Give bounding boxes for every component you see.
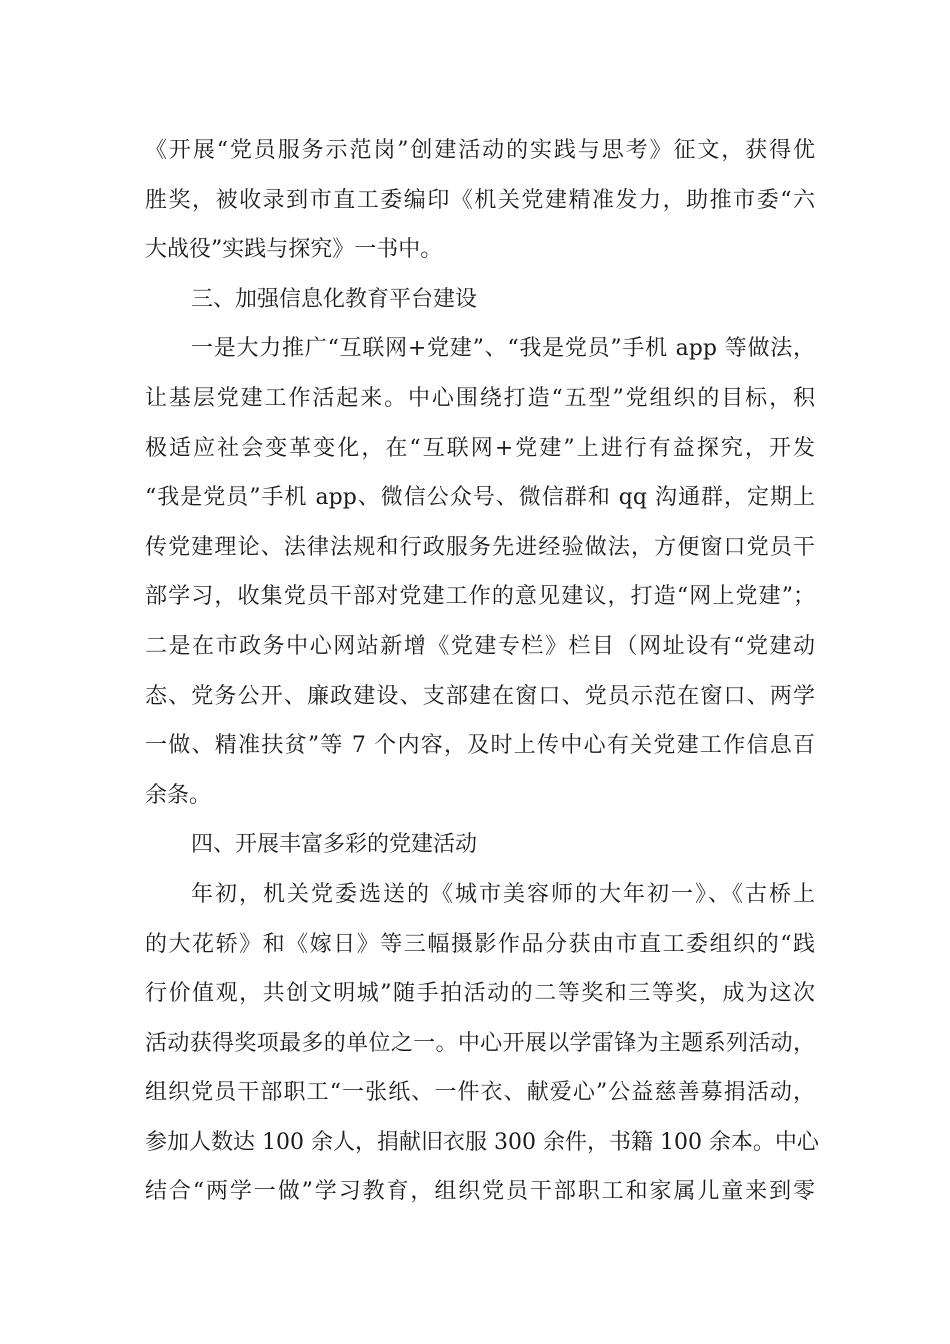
section-heading: 三、加强信息化教育平台建设 [191, 286, 478, 312]
paragraph-line: “我是党员”手机 app、微信公众号、微信群和 qq 沟通群，定期上 [145, 485, 815, 511]
section-heading: 四、开展丰富多彩的党建活动 [191, 832, 478, 858]
paragraph-line: 态、党务公开、廉政建设、支部建在窗口、党员示范在窗口、两学 [145, 683, 815, 709]
paragraph-line: 年初，机关党委选送的《城市美容师的大年初一》、《古桥上 [191, 881, 815, 907]
paragraph-line: 组织党员干部职工“一张纸、一件衣、献爱心”公益慈善募捐活动， [145, 1080, 815, 1106]
paragraph-line: 传党建理论、法律法规和行政服务先进经验做法，方便窗口党员干 [145, 534, 815, 560]
paragraph-line: 的大花轿》和《嫁日》等三幅摄影作品分获由市直工委组织的“践 [145, 931, 815, 957]
paragraph-line: 活动获得奖项最多的单位之一。中心开展以学雷锋为主题系列活动， [145, 1030, 815, 1056]
paragraph-line: 大战役”实践与探究》一书中。 [145, 237, 443, 263]
document-body [145, 126, 819, 1217]
paragraph-line: 极适应社会变革变化，在“互联网+党建”上进行有益探究，开发 [145, 435, 815, 461]
paragraph-line: 参加人数达 100 余人，捐献旧衣服 300 余件，书籍 100 余本。中心 [145, 1129, 819, 1155]
paragraph-line: 二是在市政务中心网站新增《党建专栏》栏目（网址设有“党建动 [145, 633, 815, 659]
paragraph-line: 让基层党建工作活起来。中心围绕打造“五型”党组织的目标，积 [145, 385, 815, 411]
paragraph-line: 结合“两学一做”学习教育，组织党员干部职工和家属儿童来到零 [145, 1179, 815, 1205]
paragraph-line: 部学习，收集党员干部对党建工作的意见建议，打造“网上党建”； [145, 584, 815, 610]
paragraph-line: 《开展“党员服务示范岗”创建活动的实践与思考》征文，获得优 [145, 138, 815, 163]
paragraph-line: 一做、精准扶贫”等 7 个内容，及时上传中心有关党建工作信息百 [145, 733, 815, 759]
paragraph-line: 一是大力推广“互联网+党建”、“我是党员”手机 app 等做法， [191, 336, 815, 362]
paragraph-line: 行价值观，共创文明城”随手拍活动的二等奖和三等奖，成为这次 [145, 981, 815, 1007]
paragraph-line: 胜奖，被收录到市直工委编印《机关党建精准发力，助推市委“六 [145, 187, 815, 213]
paragraph-line: 余条。 [145, 782, 212, 808]
